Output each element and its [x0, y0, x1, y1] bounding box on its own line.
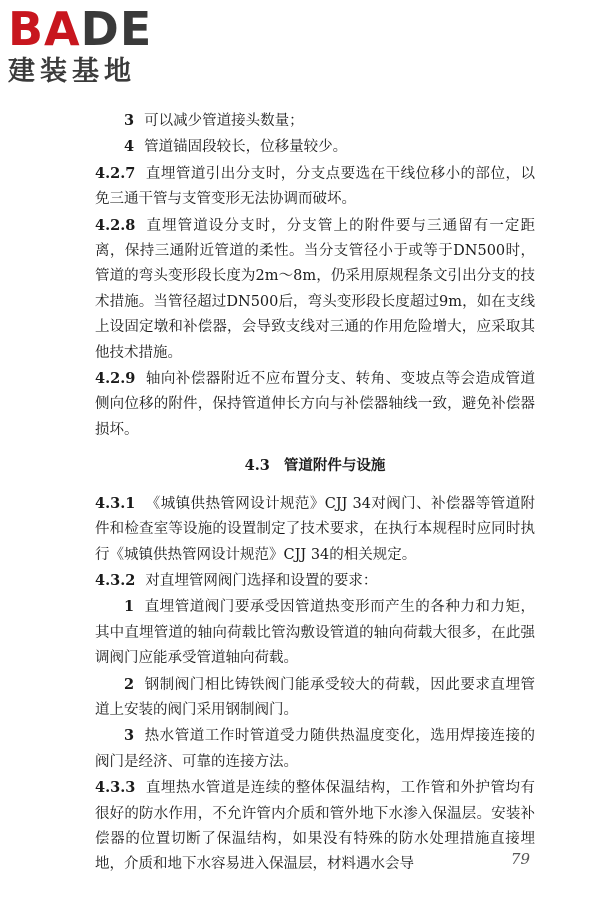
- site-logo: [8, 4, 183, 88]
- clause-number: 4.2.9: [95, 370, 136, 388]
- clause-number: 4.2.7: [95, 164, 136, 182]
- clause-text: 对直埋管网阀门选择和设置的要求：: [145, 572, 378, 589]
- item-number: 1: [124, 598, 135, 616]
- item-text: 直埋管道阀门要承受因管道热变形而产生的各种力和力矩，其中直埋管道的轴向荷载比管沟敷设管道的轴向荷载大很多，在此强调阀门应能承受管道轴向荷载。: [95, 599, 535, 667]
- clause-text: 《城镇供热管网设计规范》CJJ 34对阀门、补偿器等管道附件和检查室等设施的设置制定了技术要求，在执行本规程时应同时执行《城镇供热管网设计规范》CJJ 34的相关规定。: [95, 495, 535, 563]
- clause-text: 直埋管道引出分支时，分支点要选在干线位移小的部位，以免三通干管与支管变形无法协调而破坏。: [95, 165, 535, 208]
- list-item: [95, 134, 535, 160]
- clause: [95, 491, 535, 568]
- section-title: 管道附件与设施: [283, 457, 386, 475]
- clause-number: 4.3.1: [95, 494, 136, 512]
- item-number: 4: [124, 138, 135, 156]
- clause-text: 直埋热水管道是连续的整体保温结构，工作管和外护管均有很好的防水作用，不允许管内介质和管外地下水渗入保温层。安装补偿器的位置切断了保温结构，如果没有特殊的防水处理措施直接埋地，介质和地下水容易进入保温层，材料遇水会导: [95, 780, 535, 873]
- list-item: [95, 108, 535, 134]
- logo-brand-rest: DE: [80, 2, 153, 56]
- logo-brand: [8, 4, 183, 54]
- clause-number: 4.2.8: [95, 216, 136, 234]
- list-item: [95, 672, 535, 724]
- list-item: [95, 594, 535, 671]
- clause-number: 4.3.2: [95, 571, 136, 589]
- item-text: 可以减少管道接头数量；: [144, 113, 304, 129]
- clause: [95, 161, 535, 213]
- item-number: 3: [124, 727, 135, 745]
- clause: [95, 775, 535, 878]
- item-number: 3: [124, 112, 135, 129]
- list-item: [95, 723, 535, 775]
- clause: [95, 568, 535, 594]
- logo-subtitle: 建装基地: [8, 56, 136, 87]
- page-body: [95, 108, 535, 878]
- page-number: 79: [510, 850, 530, 868]
- clause: [95, 366, 535, 443]
- item-text: 钢制阀门相比铸铁阀门能承受较大的荷载，因此要求直埋管道上安装的阀门采用钢制阀门。: [95, 676, 535, 718]
- section-number: 4.3: [244, 457, 270, 475]
- item-number: 2: [124, 675, 135, 693]
- clause: [95, 213, 535, 366]
- clause-text: 轴向补偿器附近不应布置分支、转角、变坡点等会造成管道侧向位移的附件，保持管道伸长方向与补偿器轴线一致，避免补偿器损坏。: [95, 371, 535, 438]
- clause-number: 4.3.3: [95, 779, 136, 797]
- item-text: 热水管道工作时管道受力随供热温度变化，选用焊接连接的阀门是经济、可靠的连接方法。: [95, 728, 535, 770]
- clause-text: 直埋管道设分支时，分支管上的附件要与三通留有一定距离，保持三通附近管道的柔性。当分支管径小于或等于DN500时，管道的弯头变形段长度为2m～8m，仍采用原规程条文引出分支的技术措施。当管径超过DN500后，弯头变形段长度超过9m，如在支线上设固定墩和补偿器，会导致支线对三通的作用危险增大，应采取其他技术措施。: [95, 217, 535, 361]
- item-text: 管道锚固段较长，位移量较少。: [144, 139, 348, 156]
- logo-brand-accent: BA: [8, 2, 81, 56]
- section-heading: [95, 453, 535, 478]
